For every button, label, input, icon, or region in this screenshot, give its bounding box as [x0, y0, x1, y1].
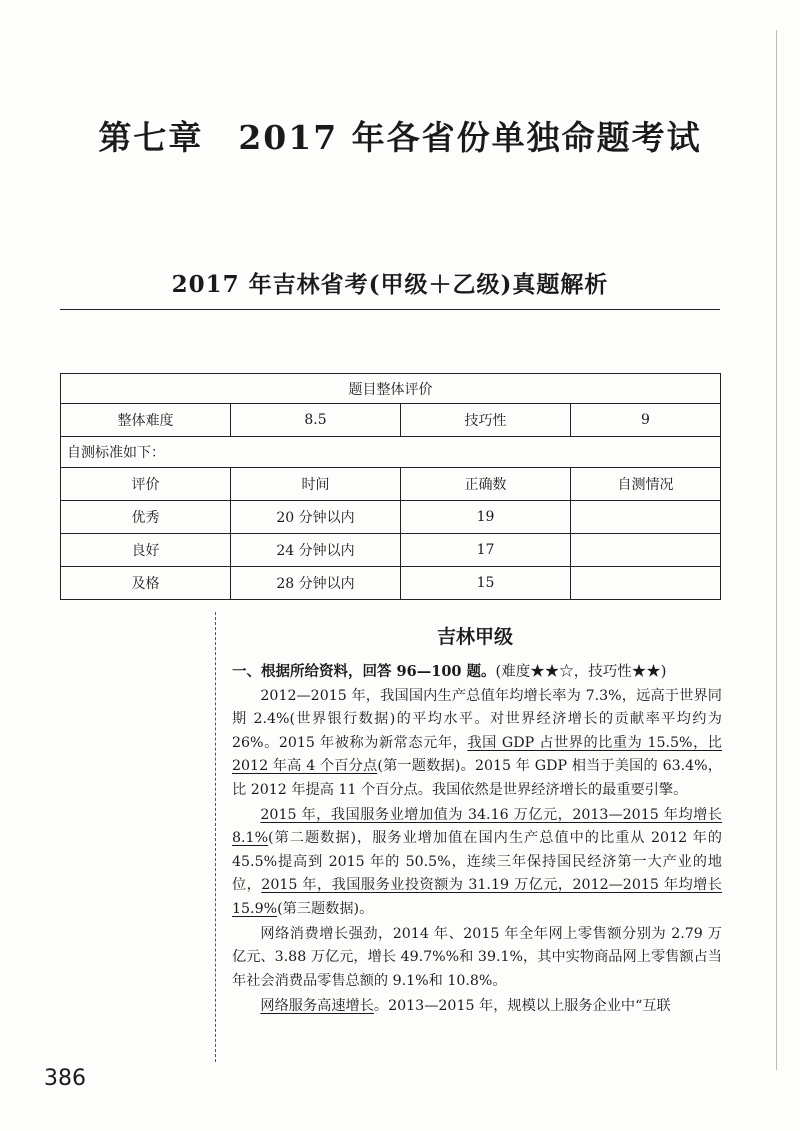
chapter-title: 第七章 2017 年各省份单独命题考试 — [98, 118, 702, 157]
table-row — [61, 534, 721, 567]
difficulty-label: 整体难度 — [61, 404, 231, 437]
text-run: 。2013—2015 年，规模以上服务企业中“互联 — [373, 998, 671, 1015]
column-header: 自测情况 — [571, 468, 721, 501]
page-number: 386 — [44, 1066, 86, 1091]
self-check-cell[interactable] — [571, 501, 721, 534]
subsection-title: 吉林甲级 — [436, 626, 513, 648]
rating-cell: 优秀 — [61, 501, 231, 534]
passage — [232, 685, 722, 1021]
column-header: 时间 — [231, 468, 401, 501]
difficulty-rating: (难度★★☆，技巧性★★) — [495, 664, 667, 680]
page-edge-line — [776, 30, 777, 1070]
underlined-data: 我国 GDP 占世界的比重为 15.5%，比 2012 年高 4 个百分点 — [232, 734, 722, 775]
underlined-data: 网络服务高速增长 — [260, 998, 374, 1015]
paragraph — [232, 923, 722, 993]
correct-cell: 17 — [401, 534, 571, 567]
table-header-row — [61, 468, 721, 501]
paragraph — [232, 685, 722, 802]
standard-note: 自测标准如下： — [61, 437, 721, 468]
text-run: (第三题数据)。 — [277, 900, 374, 917]
column-header: 评价 — [61, 468, 231, 501]
text-run: (第二题数据)，服务业增加值在国内生产总值中的比重从 2012 年的 45.5%提高到 2015 年的 50.5%，连续三年保持国民经济第一大产业的地位， — [232, 830, 722, 894]
binding-margin-line — [215, 612, 222, 1062]
question-instruction: 一、根据所给资料，回答 96—100 题。 — [232, 663, 496, 680]
text-run: 网络消费增长强劲，2014 年、2015 年全年网上零售额分别为 2.79 万亿元、3.88 万亿元，增长 49.7%%和 39.1%，其中实物商品网上零售额占当年社会消费品零售总额的 9.1%和 10.8%。 — [232, 926, 722, 989]
underlined-data: 2015 年，我国服务业投资额为 31.19 万亿元，2012—2015 年均增长 15.9% — [232, 877, 722, 917]
paragraph — [232, 995, 722, 1018]
self-check-cell[interactable] — [571, 534, 721, 567]
text-run: (第一题数据)。2015 年 GDP 相当于美国的 63.4%，比 2012 年提高 11 个百分点。我国依然是世界经济增长的最重要引擎。 — [232, 758, 722, 798]
underlined-data: 2015 年，我国服务业增加值为 34.16 万亿元，2013—2015 年均增长 8.1% — [232, 807, 722, 847]
question-header — [232, 660, 727, 681]
section-title: 2017 年吉林省考(甲级＋乙级)真题解析 — [171, 271, 609, 298]
correct-cell: 15 — [401, 567, 571, 600]
time-cell: 24 分钟以内 — [231, 534, 401, 567]
self-check-cell[interactable] — [571, 567, 721, 600]
difficulty-value: 8.5 — [231, 404, 401, 437]
column-header: 正确数 — [401, 468, 571, 501]
rating-cell: 良好 — [61, 534, 231, 567]
table-row — [61, 567, 721, 600]
table-caption: 题目整体评价 — [61, 374, 721, 404]
title-divider — [60, 309, 720, 310]
paragraph — [232, 804, 722, 921]
evaluation-table — [60, 373, 721, 600]
skill-label: 技巧性 — [401, 404, 571, 437]
time-cell: 20 分钟以内 — [231, 501, 401, 534]
table-row — [61, 501, 721, 534]
time-cell: 28 分钟以内 — [231, 567, 401, 600]
correct-cell: 19 — [401, 501, 571, 534]
skill-value: 9 — [571, 404, 721, 437]
text-run: 2012—2015 年，我国国内生产总值年均增长率为 7.3%，远高于世界同期 2.4%(世界银行数据)的平均水平。对世界经济增长的贡献率平均约为 26%。2015 年被称为新常态元年， — [232, 688, 722, 751]
rating-cell: 及格 — [61, 567, 231, 600]
